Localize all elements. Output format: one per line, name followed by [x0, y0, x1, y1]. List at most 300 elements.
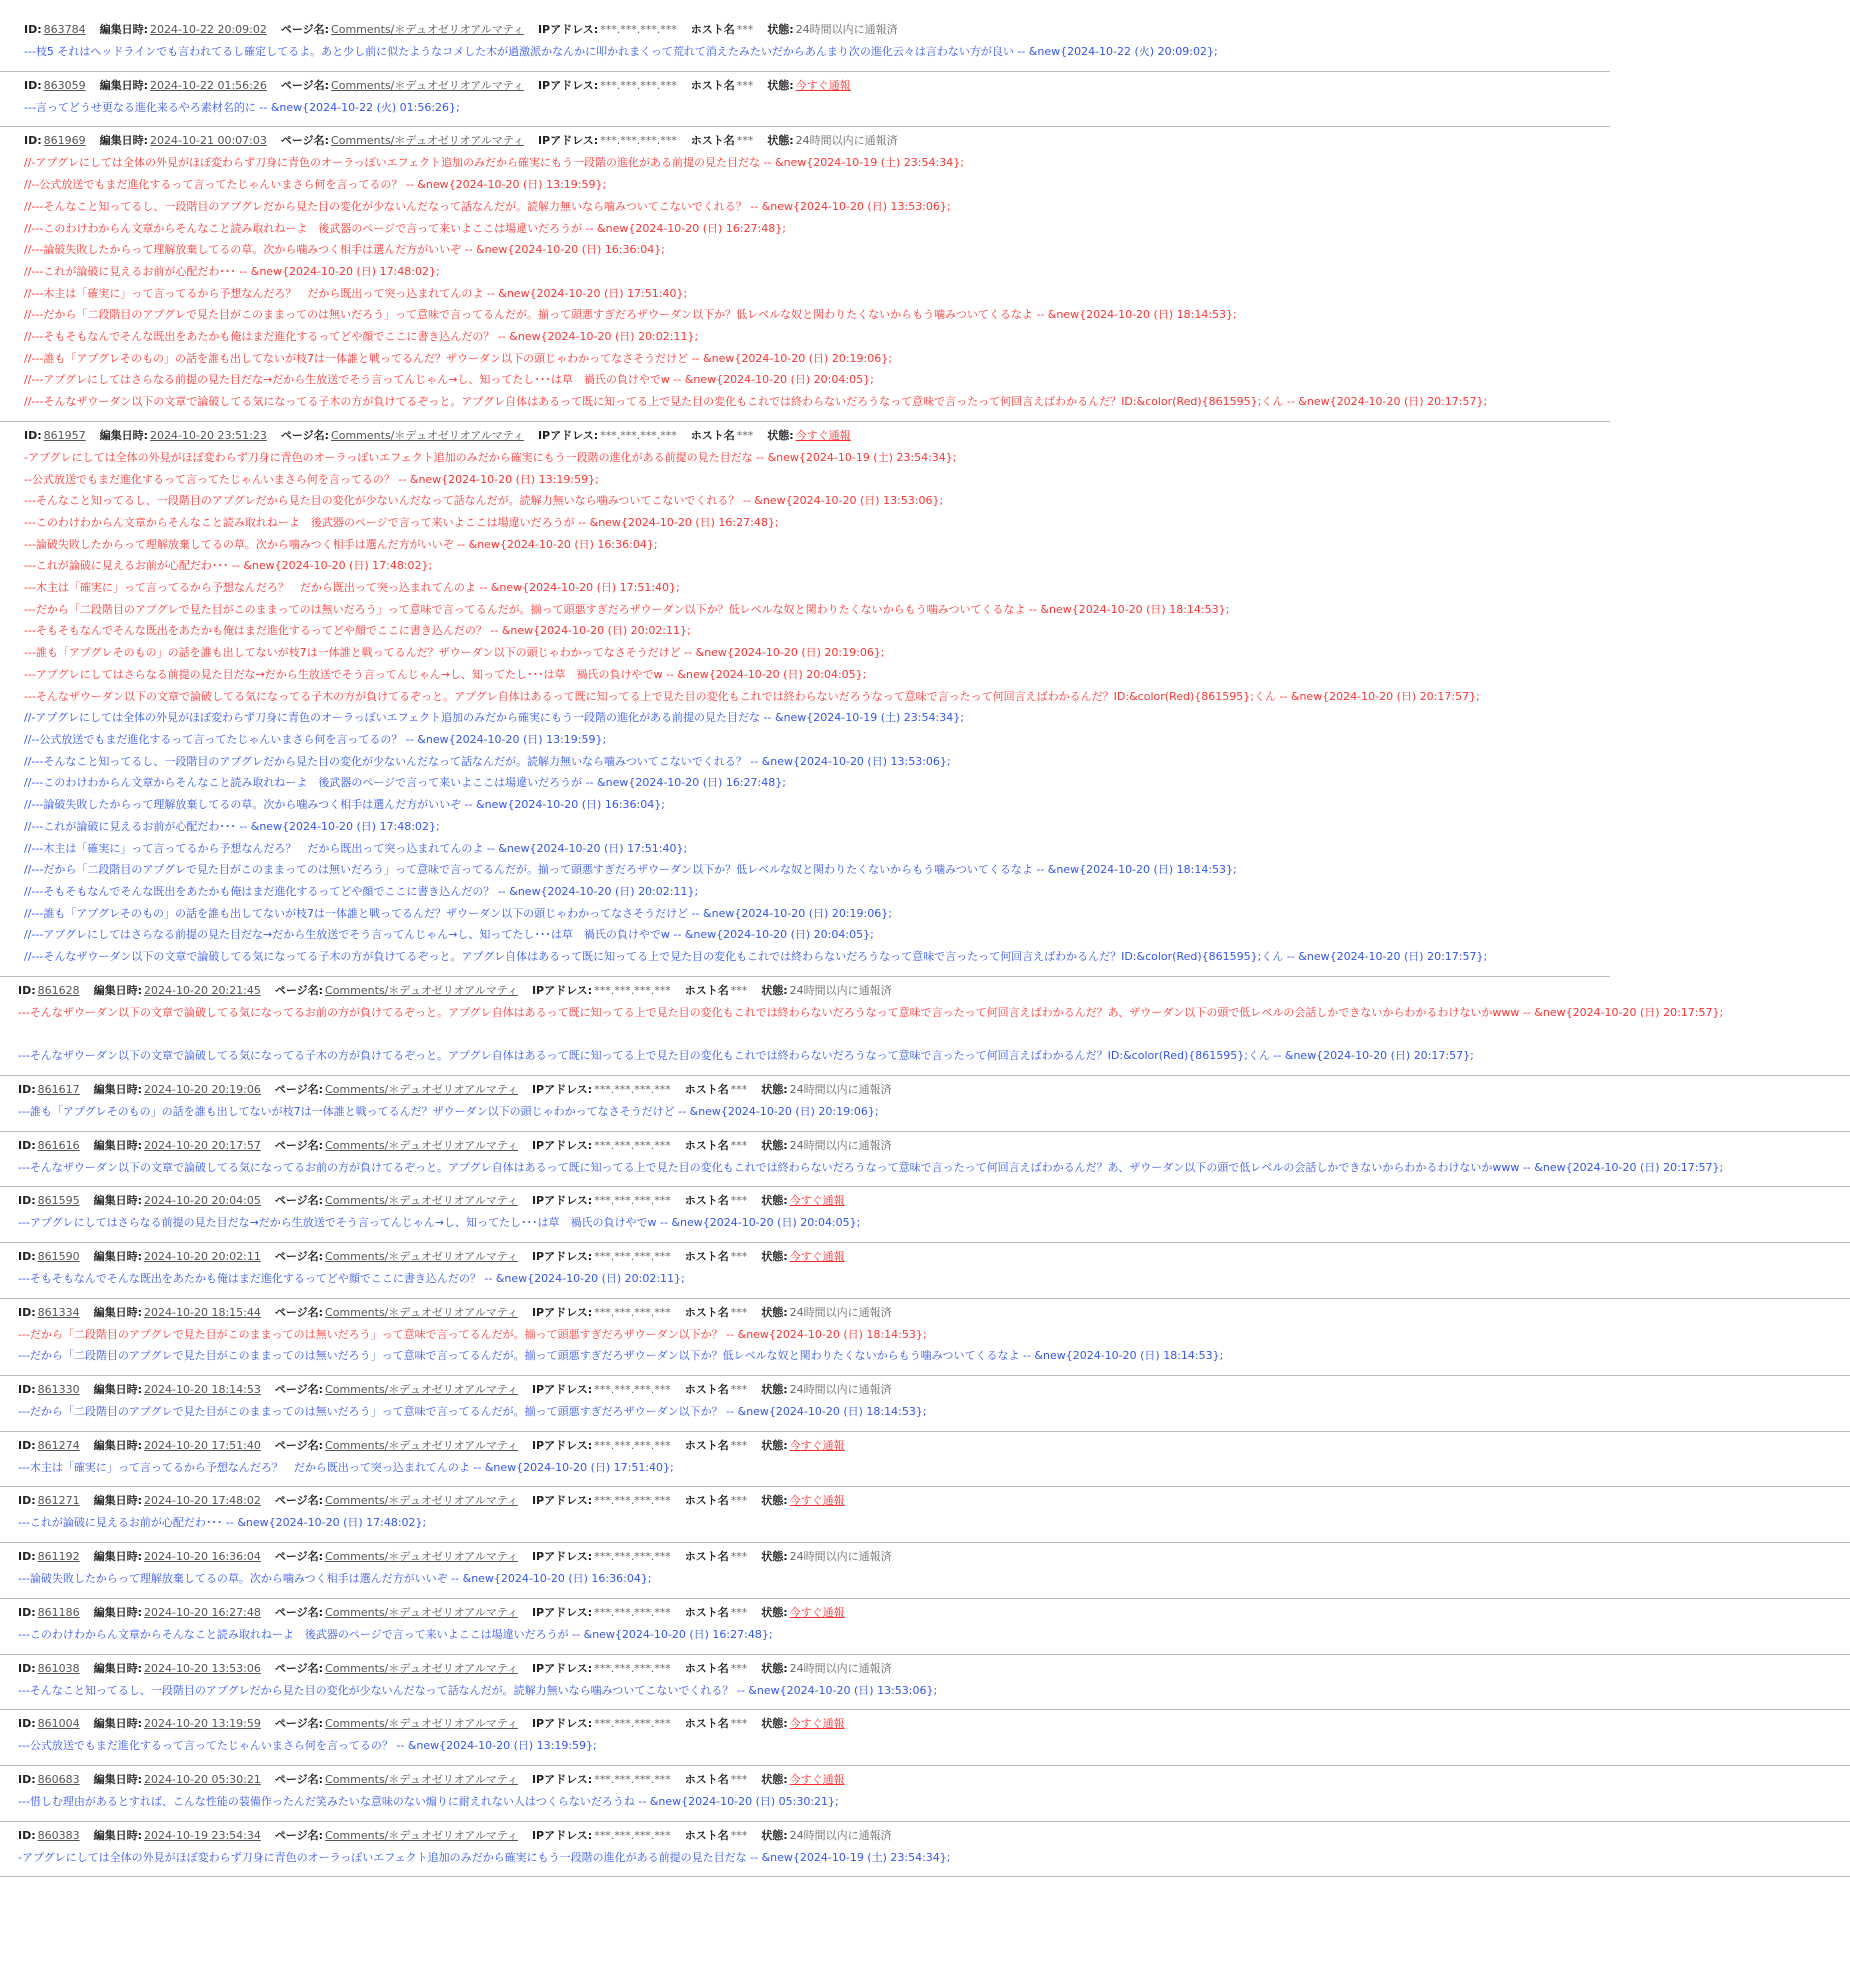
- added-line: ---木主は「確実に」って言ってるから予想なんだろ？ だから既出って突っ込まれてんのよ -- &new{2024-10-20 (日) 17:51:40};: [18, 1460, 674, 1474]
- entry-meta: [0, 1079, 1850, 1101]
- entry-content: [0, 1847, 1850, 1869]
- id-label: ID:: [18, 1661, 36, 1675]
- entry-meta: [0, 1435, 1850, 1457]
- entry-meta: [0, 980, 1850, 1002]
- host-value: ***: [730, 1305, 748, 1319]
- host-value: ***: [730, 1194, 748, 1208]
- entry-meta: [0, 1246, 1850, 1268]
- removed-line: ---アプグレにしてはさらなる前提の見た目だな→だから生放送でそう言ってんじゃん→し、知ってたし･･･は草 禍氏の負けやでw -- &new{2024-10-20 (日) 20:04:05};: [24, 667, 867, 681]
- page-name-link[interactable]: Comments/＊デュオゼリオアルマティ: [325, 1438, 518, 1452]
- edited-label: 編集日時:: [93, 1772, 143, 1786]
- added-line: ---惜しむ理由があるとすれば、こんな性能の装備作ったんだ笑みたいな意味のない煽りに耐えれない人はつくらないだろうね -- &new{2024-10-20 (日) 05:30:21};: [18, 1794, 839, 1808]
- host-value: ***: [730, 1383, 748, 1397]
- entry-content: [0, 1002, 1850, 1067]
- page-name-link[interactable]: Comments/＊デュオゼリオアルマティ: [325, 1082, 518, 1096]
- log-entry: [0, 1299, 1850, 1376]
- added-line: //-アプグレにしては全体の外見がほぼ変わらず刀身に青色のオーラっぽいエフェクト追加のみだから確実にもう一段階の進化がある前提の見た目だな -- &new{2024-10-19 (土) 23:54:34};: [24, 711, 964, 725]
- ip-label: IPアドレス:: [531, 1082, 593, 1096]
- ip-value: ***.***.***.***: [594, 1249, 671, 1263]
- entry-id-link[interactable]: 861334: [37, 1305, 80, 1319]
- edit-date-link[interactable]: 2024-10-20 20:19:06: [144, 1082, 261, 1096]
- report-now-link[interactable]: 今すぐ通報: [789, 1605, 845, 1619]
- id-label: ID:: [18, 1383, 36, 1397]
- entry-meta: [0, 1190, 1850, 1212]
- edit-date-link[interactable]: 2024-10-20 20:04:05: [144, 1194, 261, 1208]
- ip-value: ***.***.***.***: [600, 23, 677, 36]
- page-name-link[interactable]: Comments/＊デュオゼリオアルマティ: [325, 983, 518, 997]
- entry-content: [0, 1401, 1850, 1423]
- ip-value: ***.***.***.***: [594, 1772, 671, 1786]
- page-name-link[interactable]: Comments/＊デュオゼリオアルマティ: [325, 1138, 518, 1152]
- entry-content: [0, 1457, 1850, 1479]
- host-value: ***: [736, 428, 754, 442]
- host-label: ホスト名: [684, 1438, 729, 1452]
- removed-line: ---そんなこと知ってるし、一段階目のアプグレだから見た目の変化が少ないんだなって話なんだが。読解力無いなら噛みついてこないでくれる？ -- &new{2024-10-20 (日) 13:53:06};: [24, 494, 944, 508]
- report-now-link[interactable]: 今すぐ通報: [789, 1438, 845, 1452]
- host-label: ホスト名: [684, 1772, 729, 1786]
- status-reported-text: 24時間以内に通報済: [789, 983, 892, 997]
- status-label: 状態:: [761, 1661, 788, 1675]
- id-label: ID:: [18, 1772, 36, 1786]
- host-label: ホスト名: [684, 1717, 729, 1731]
- id-label: ID:: [18, 1249, 36, 1263]
- log-entry: [0, 1132, 1850, 1188]
- edit-date-link[interactable]: 2024-10-20 17:51:40: [144, 1438, 261, 1452]
- edit-date-link[interactable]: 2024-10-20 23:51:23: [150, 428, 267, 442]
- status-label: 状態:: [767, 23, 794, 36]
- status-label: 状態:: [761, 1605, 788, 1619]
- id-label: ID:: [18, 1717, 36, 1731]
- edit-date-link[interactable]: 2024-10-20 13:19:59: [144, 1717, 261, 1731]
- ip-value: ***.***.***.***: [594, 1082, 671, 1096]
- page-label: ページ名:: [274, 1383, 324, 1397]
- status-label: 状態:: [761, 1438, 788, 1452]
- entry-id-link[interactable]: 860383: [37, 1828, 80, 1842]
- edited-label: 編集日時:: [93, 1383, 143, 1397]
- edit-date-link[interactable]: 2024-10-20 18:14:53: [144, 1383, 261, 1397]
- entry-content: [0, 41, 1610, 63]
- removed-line: //---だから「二段階目のアプグレで見た目がこのままってのは無いだろう」って意味で言ってるんだが。揃って頭悪すぎだろザウーダン以下か？低レベルな奴と関わりたくないからもう噛みついてくるなよ -- &new{2024-10-20 (日) 18:14:53};: [24, 308, 1237, 322]
- added-line: ---そもそもなんでそんな既出をあたかも俺はまだ進化するってどや顔でここに書き込んだの？ -- &new{2024-10-20 (日) 20:02:11};: [18, 1271, 685, 1285]
- added-line: //---これが論破に見えるお前が心配だわ･･･ -- &new{2024-10-20 (日) 17:48:02};: [24, 819, 440, 833]
- status-label: 状態:: [761, 1138, 788, 1152]
- host-label: ホスト名: [684, 1082, 729, 1096]
- log-entry: [0, 1543, 1850, 1599]
- log-entry: [0, 1076, 1850, 1132]
- report-now-link[interactable]: 今すぐ通報: [795, 428, 851, 442]
- page-name-link[interactable]: Comments/＊デュオゼリオアルマティ: [325, 1605, 518, 1619]
- ip-label: IPアドレス:: [531, 1605, 593, 1619]
- entry-id-link[interactable]: 863784: [43, 23, 86, 36]
- edited-label: 編集日時:: [93, 1249, 143, 1263]
- id-label: ID:: [18, 1138, 36, 1152]
- report-now-link[interactable]: 今すぐ通報: [789, 1249, 845, 1263]
- status-label: 状態:: [767, 428, 794, 442]
- id-label: ID:: [24, 428, 42, 442]
- page-name-link[interactable]: Comments/＊デュオゼリオアルマティ: [325, 1550, 518, 1564]
- ip-value: ***.***.***.***: [594, 1194, 671, 1208]
- log-entry: [0, 1187, 1850, 1243]
- page-label: ページ名:: [274, 1494, 324, 1508]
- report-now-link[interactable]: 今すぐ通報: [789, 1772, 845, 1786]
- entry-id-link[interactable]: 861330: [37, 1383, 80, 1397]
- log-entry: [0, 1243, 1850, 1299]
- added-line: //---そんなこと知ってるし、一段階目のアプグレだから見た目の変化が少ないんだなって話なんだが。読解力無いなら噛みついてこないでくれる？ -- &new{2024-10-20 (日) 13:53:06};: [24, 754, 951, 768]
- added-line: //---だから「二段階目のアプグレで見た目がこのままってのは無いだろう」って意味で言ってるんだが。揃って頭悪すぎだろザウーダン以下か？低レベルな奴と関わりたくないからもう噛みついてくるなよ -- &new{2024-10-20 (日) 18:14:53};: [24, 863, 1237, 877]
- removed-line: //-アプグレにしては全体の外見がほぼ変わらず刀身に青色のオーラっぽいエフェクト追加のみだから確実にもう一段階の進化がある前提の見た目だな -- &new{2024-10-19 (土) 23:54:34};: [24, 156, 964, 170]
- edited-label: 編集日時:: [93, 1550, 143, 1564]
- id-label: ID:: [18, 1494, 36, 1508]
- entry-id-link[interactable]: 861192: [37, 1550, 80, 1564]
- page-name-link[interactable]: Comments/＊デュオゼリオアルマティ: [325, 1249, 518, 1263]
- id-label: ID:: [24, 78, 42, 92]
- ip-value: ***.***.***.***: [600, 78, 677, 92]
- host-label: ホスト名: [684, 983, 729, 997]
- entry-id-link[interactable]: 860683: [37, 1772, 80, 1786]
- removed-line: ---だから「二段階目のアプグレで見た目がこのままってのは無いだろう」って意味で言ってるんだが。揃って頭悪すぎだろザウーダン以下か？低レベルな奴と関わりたくないからもう噛みついてくるなよ -- &new{2024-10-20 (日) 18:14:53};: [24, 602, 1230, 616]
- ip-label: IPアドレス:: [531, 1828, 593, 1842]
- host-label: ホスト名: [684, 1605, 729, 1619]
- status-label: 状態:: [761, 1249, 788, 1263]
- added-line: //---誰も「アプグレそのもの」の話を誰も出してないが枝7は一体誰と戦ってるんだ？ザウーダン以下の頭じゃわかってなさそうだけど -- &new{2024-10-20 (日) 20:19:06};: [24, 906, 892, 920]
- entry-id-link[interactable]: 861617: [37, 1082, 80, 1096]
- page-label: ページ名:: [274, 1138, 324, 1152]
- ip-value: ***.***.***.***: [594, 1828, 671, 1842]
- ip-label: IPアドレス:: [537, 134, 599, 148]
- host-label: ホスト名: [684, 1194, 729, 1208]
- page-name-link[interactable]: Comments/＊デュオゼリオアルマティ: [325, 1494, 518, 1508]
- log-entry: [0, 1766, 1850, 1822]
- host-value: ***: [730, 1550, 748, 1564]
- id-label: ID:: [18, 983, 36, 997]
- host-label: ホスト名: [684, 1138, 729, 1152]
- page-name-link[interactable]: Comments/＊デュオゼリオアルマティ: [325, 1383, 518, 1397]
- entry-id-link[interactable]: 861271: [37, 1494, 80, 1508]
- id-label: ID:: [18, 1828, 36, 1842]
- removed-line: //---論破失敗したからって理解放棄してるの草。次から噛みつく相手は選んだ方がいいぞ -- &new{2024-10-20 (日) 16:36:04};: [24, 243, 665, 257]
- page-label: ページ名:: [274, 983, 324, 997]
- added-line: //---そもそもなんでそんな既出をあたかも俺はまだ進化するってどや顔でここに書き込んだの？ -- &new{2024-10-20 (日) 20:02:11};: [24, 884, 699, 898]
- removed-line: //---木主は「確実に」って言ってるから予想なんだろ？ だから既出って突っ込まれてんのよ -- &new{2024-10-20 (日) 17:51:40};: [24, 286, 688, 300]
- edit-date-link[interactable]: 2024-10-22 20:09:02: [150, 23, 267, 36]
- edit-date-link[interactable]: 2024-10-20 05:30:21: [144, 1772, 261, 1786]
- log-entry: [0, 16, 1610, 72]
- page-label: ページ名:: [274, 1717, 324, 1731]
- id-label: ID:: [24, 134, 42, 148]
- edit-date-link[interactable]: 2024-10-20 20:17:57: [144, 1138, 261, 1152]
- id-label: ID:: [18, 1305, 36, 1319]
- entry-id-link[interactable]: 863059: [43, 78, 86, 92]
- id-label: ID:: [18, 1082, 36, 1096]
- page-label: ページ名:: [274, 1194, 324, 1208]
- report-now-link[interactable]: 今すぐ通報: [789, 1717, 845, 1731]
- page-label: ページ名:: [280, 134, 330, 148]
- removed-line: ---これが論破に見えるお前が心配だわ･･･ -- &new{2024-10-20 (日) 17:48:02};: [24, 559, 433, 573]
- entry-content: [0, 1324, 1850, 1367]
- edit-date-link[interactable]: 2024-10-19 23:54:34: [144, 1828, 261, 1842]
- page-name-link[interactable]: Comments/＊デュオゼリオアルマティ: [325, 1194, 518, 1208]
- log-entry: [0, 977, 1850, 1076]
- status-label: 状態:: [761, 1194, 788, 1208]
- ip-value: ***.***.***.***: [600, 428, 677, 442]
- edited-label: 編集日時:: [93, 1194, 143, 1208]
- page-name-link[interactable]: Comments/＊デュオゼリオアルマティ: [325, 1305, 518, 1319]
- entry-content: [0, 152, 1610, 412]
- status-label: 状態:: [767, 134, 794, 148]
- page-name-link[interactable]: Comments/＊デュオゼリオアルマティ: [325, 1717, 518, 1731]
- edited-label: 編集日時:: [99, 134, 149, 148]
- ip-value: ***.***.***.***: [594, 1717, 671, 1731]
- entry-id-link[interactable]: 861616: [37, 1138, 80, 1152]
- entry-id-link[interactable]: 861274: [37, 1438, 80, 1452]
- entry-meta: [0, 1490, 1850, 1512]
- entry-content: [0, 1101, 1850, 1123]
- removed-line: //---そもそもなんでそんな既出をあたかも俺はまだ進化するってどや顔でここに書き込んだの？ -- &new{2024-10-20 (日) 20:02:11};: [24, 330, 699, 344]
- ip-value: ***.***.***.***: [594, 1305, 671, 1319]
- status-label: 状態:: [761, 1772, 788, 1786]
- added-line: ---そんなこと知ってるし、一段階目のアプグレだから見た目の変化が少ないんだなって話なんだが。読解力無いなら噛みついてこないでくれる？ -- &new{2024-10-20 (日) 13:53:06};: [18, 1683, 938, 1697]
- added-line: //---このわけわからん文章からそんなこと読み取れねーよ 後武器のページで言って来いよここは場違いだろうが -- &new{2024-10-20 (日) 16:27:48};: [24, 776, 786, 790]
- status-label: 状態:: [761, 1305, 788, 1319]
- page-name-link[interactable]: Comments/＊デュオゼリオアルマティ: [331, 78, 524, 92]
- id-label: ID:: [18, 1438, 36, 1452]
- entry-meta: [0, 19, 1610, 41]
- edit-date-link[interactable]: 2024-10-20 13:53:06: [144, 1661, 261, 1675]
- page-name-link[interactable]: Comments/＊デュオゼリオアルマティ: [325, 1772, 518, 1786]
- page-name-link[interactable]: Comments/＊デュオゼリオアルマティ: [331, 428, 524, 442]
- host-value: ***: [730, 1661, 748, 1675]
- host-label: ホスト名: [690, 23, 735, 36]
- ip-label: IPアドレス:: [531, 1194, 593, 1208]
- host-value: ***: [730, 1605, 748, 1619]
- edited-label: 編集日時:: [93, 1828, 143, 1842]
- edited-label: 編集日時:: [93, 1605, 143, 1619]
- ip-value: ***.***.***.***: [600, 134, 677, 148]
- removed-line: ---だから「二段階目のアプグレで見た目がこのままってのは無いだろう」って意味で言ってるんだが。揃って頭悪すぎだろザウーダン以下か？ -- &new{2024-10-20 (日) 18:14:53};: [18, 1327, 927, 1341]
- page-name-link[interactable]: Comments/＊デュオゼリオアルマティ: [331, 134, 524, 148]
- edited-label: 編集日時:: [99, 78, 149, 92]
- log-entry: [0, 72, 1610, 128]
- added-line: ---言ってどうせ更なる進化来るやろ素材名的に -- &new{2024-10-22 (火) 01:56:26};: [24, 100, 460, 114]
- page-label: ページ名:: [274, 1828, 324, 1842]
- host-value: ***: [730, 1249, 748, 1263]
- entry-meta: [0, 1713, 1850, 1735]
- edited-label: 編集日時:: [93, 1138, 143, 1152]
- ip-value: ***.***.***.***: [594, 1494, 671, 1508]
- added-line: //---アプグレにしてはさらなる前提の見た目だな→だから生放送でそう言ってんじゃん→し、知ってたし･･･は草 禍氏の負けやでw -- &new{2024-10-20 (日) 20:04:05};: [24, 928, 874, 942]
- log-entry: [0, 1599, 1850, 1655]
- status-label: 状態:: [767, 78, 794, 92]
- log-entry: [0, 1376, 1850, 1432]
- host-value: ***: [730, 1772, 748, 1786]
- entry-content: [0, 1268, 1850, 1290]
- page-label: ページ名:: [274, 1550, 324, 1564]
- removed-line: //---そんなザウーダン以下の文章で論破してる気になってる子木の方が負けてるぞっと。アプグレ自体はあるって既に知ってる上で見た目の変化もこれでは終わらないだろうなって意味で言ったって何回言えばわかるんだ？ID:&color(Red){861595};くん -- &new{2024-10-20 (日) 20:17:57};: [24, 395, 1488, 409]
- report-now-link[interactable]: 今すぐ通報: [789, 1194, 845, 1208]
- ip-label: IPアドレス:: [531, 1550, 593, 1564]
- entry-id-link[interactable]: 861186: [37, 1605, 80, 1619]
- ip-value: ***.***.***.***: [594, 1661, 671, 1675]
- removed-line: -アプグレにしては全体の外見がほぼ変わらず刀身に青色のオーラっぽいエフェクト追加のみだから確実にもう一段階の進化がある前提の見た目だな -- &new{2024-10-19 (土) 23:54:34};: [24, 450, 957, 464]
- removed-line: ---誰も「アプグレそのもの」の話を誰も出してないが枝7は一体誰と戦ってるんだ？ザウーダン以下の頭じゃわかってなさそうだけど -- &new{2024-10-20 (日) 20:19:06};: [24, 646, 885, 660]
- added-line: ---だから「二段階目のアプグレで見た目がこのままってのは無いだろう」って意味で言ってるんだが。揃って頭悪すぎだろザウーダン以下か？低レベルな奴と関わりたくないからもう噛みついてくるなよ -- &new{2024-10-20 (日) 18:14:53};: [18, 1349, 1224, 1363]
- status-reported-text: 24時間以内に通報済: [789, 1828, 892, 1842]
- status-label: 状態:: [761, 1383, 788, 1397]
- log-entry: [0, 1487, 1850, 1543]
- entry-id-link[interactable]: 861590: [37, 1249, 80, 1263]
- entry-content: [0, 97, 1610, 119]
- entry-id-link[interactable]: 861595: [37, 1194, 80, 1208]
- edited-label: 編集日時:: [93, 1494, 143, 1508]
- status-label: 状態:: [761, 1082, 788, 1096]
- page-name-link[interactable]: Comments/＊デュオゼリオアルマティ: [325, 1661, 518, 1675]
- ip-label: IPアドレス:: [537, 428, 599, 442]
- id-label: ID:: [24, 23, 42, 36]
- status-reported-text: 24時間以内に通報済: [789, 1383, 892, 1397]
- page-name-link[interactable]: Comments/＊デュオゼリオアルマティ: [325, 1828, 518, 1842]
- ip-label: IPアドレス:: [531, 1494, 593, 1508]
- page-label: ページ名:: [274, 1438, 324, 1452]
- log-entry: [0, 1655, 1850, 1711]
- host-label: ホスト名: [684, 1661, 729, 1675]
- ip-label: IPアドレス:: [531, 1383, 593, 1397]
- removed-line: ---論破失敗したからって理解放棄してるの草。次から噛みつく相手は選んだ方がいいぞ -- &new{2024-10-20 (日) 16:36:04};: [24, 537, 658, 551]
- ip-label: IPアドレス:: [531, 1772, 593, 1786]
- page-label: ページ名:: [274, 1249, 324, 1263]
- edit-date-link[interactable]: 2024-10-20 20:02:11: [144, 1249, 261, 1263]
- entry-content: [0, 1568, 1850, 1590]
- host-value: ***: [736, 78, 754, 92]
- report-now-link[interactable]: 今すぐ通報: [789, 1494, 845, 1508]
- removed-line: //---そんなこと知ってるし、一段階目のアプグレだから見た目の変化が少ないんだなって話なんだが。読解力無いなら噛みついてこないでくれる？ -- &new{2024-10-20 (日) 13:53:06};: [24, 199, 951, 213]
- added-line: //--公式放送でもまだ進化するって言ってたじゃんいまさら何を言ってるの？ -- &new{2024-10-20 (日) 13:19:59};: [24, 732, 607, 746]
- host-value: ***: [736, 23, 754, 36]
- edit-date-link[interactable]: 2024-10-20 17:48:02: [144, 1494, 261, 1508]
- ip-label: IPアドレス:: [531, 1438, 593, 1452]
- removed-line: //--公式放送でもまだ進化するって言ってたじゃんいまさら何を言ってるの？ -- &new{2024-10-20 (日) 13:19:59};: [24, 178, 607, 192]
- entry-meta: [0, 1602, 1850, 1624]
- host-value: ***: [730, 1138, 748, 1152]
- host-label: ホスト名: [684, 1383, 729, 1397]
- status-reported-text: 24時間以内に通報済: [789, 1082, 892, 1096]
- edited-label: 編集日時:: [93, 983, 143, 997]
- removed-line: ---そんなザウーダン以下の文章で論破してる気になってるお前の方が負けてるぞっと。アプグレ自体はあるって既に知ってる上で見た目の変化もこれでは終わらないだろうなって意味で言ったって何回言えばわかるんだ？あ、ザウーダン以下の頭で低レベルの会話しかできないからわかるわけないかwww -- &new{2024-10-20 (日) 20:17:57};: [18, 1005, 1724, 1019]
- added-line: ---そんなザウーダン以下の文章で論破してる気になってる子木の方が負けてるぞっと。アプグレ自体はあるって既に知ってる上で見た目の変化もこれでは終わらないだろうなって意味で言ったって何回言えばわかるんだ？ID:&color(Red){861595};くん -- &new{2024-10-20 (日) 20:17:57};: [18, 1049, 1474, 1063]
- entry-id-link[interactable]: 861004: [37, 1717, 80, 1731]
- status-reported-text: 24時間以内に通報済: [789, 1550, 892, 1564]
- edited-label: 編集日時:: [99, 23, 149, 36]
- host-label: ホスト名: [684, 1828, 729, 1842]
- blank-line: [18, 1023, 1850, 1045]
- host-label: ホスト名: [690, 428, 735, 442]
- page-label: ページ名:: [274, 1082, 324, 1096]
- added-line: ---これが論破に見えるお前が心配だわ･･･ -- &new{2024-10-20 (日) 17:48:02};: [18, 1516, 427, 1530]
- ip-label: IPアドレス:: [531, 1717, 593, 1731]
- entry-id-link[interactable]: 861957: [43, 428, 86, 442]
- entry-meta: [0, 1302, 1850, 1324]
- ip-value: ***.***.***.***: [594, 1550, 671, 1564]
- edited-label: 編集日時:: [99, 428, 149, 442]
- added-line: ---論破失敗したからって理解放棄してるの草。次から噛みつく相手は選んだ方がいいぞ -- &new{2024-10-20 (日) 16:36:04};: [18, 1572, 652, 1586]
- page-name-link[interactable]: Comments/＊デュオゼリオアルマティ: [331, 23, 524, 36]
- ip-value: ***.***.***.***: [594, 1438, 671, 1452]
- edited-label: 編集日時:: [93, 1717, 143, 1731]
- entry-meta: [0, 1379, 1850, 1401]
- added-line: ---誰も「アプグレそのもの」の話を誰も出してないが枝7は一体誰と戦ってるんだ？ザウーダン以下の頭じゃわかってなさそうだけど -- &new{2024-10-20 (日) 20:19:06};: [18, 1104, 879, 1118]
- ip-label: IPアドレス:: [537, 78, 599, 92]
- page-label: ページ名:: [274, 1661, 324, 1675]
- added-line: ---そんなザウーダン以下の文章で論破してる気になってるお前の方が負けてるぞっと。アプグレ自体はあるって既に知ってる上で見た目の変化もこれでは終わらないだろうなって意味で言ったって何回言えばわかるんだ？あ、ザウーダン以下の頭で低レベルの会話しかできないからわかるわけないかwww -- &new{2024-10-20 (日) 20:17:57};: [18, 1160, 1724, 1174]
- added-line: ---だから「二段階目のアプグレで見た目がこのままってのは無いだろう」って意味で言ってるんだが。揃って頭悪すぎだろザウーダン以下か？ -- &new{2024-10-20 (日) 18:14:53};: [18, 1405, 927, 1419]
- edited-label: 編集日時:: [93, 1082, 143, 1096]
- added-line: -アプグレにしては全体の外見がほぼ変わらず刀身に青色のオーラっぽいエフェクト追加のみだから確実にもう一段階の進化がある前提の見た目だな -- &new{2024-10-19 (土) 23:54:34};: [18, 1850, 951, 1864]
- id-label: ID:: [18, 1605, 36, 1619]
- edited-label: 編集日時:: [93, 1438, 143, 1452]
- entry-id-link[interactable]: 861038: [37, 1661, 80, 1675]
- removed-line: ---そもそもなんでそんな既出をあたかも俺はまだ進化するってどや顔でここに書き込んだの？ -- &new{2024-10-20 (日) 20:02:11};: [24, 624, 691, 638]
- added-line: ---枝5 それはヘッドラインでも言われてるし確定してるよ。あと少し前に似たようなコメした木が過激派かなんかに叩かれまくって荒れて消えたみたいだからあんまり次の進化云々は言わない方が良い -- &new{2024-10-22 (火) 20:09:02};: [24, 45, 1218, 58]
- status-reported-text: 24時間以内に通報済: [795, 23, 898, 36]
- edit-date-link[interactable]: 2024-10-21 00:07:03: [150, 134, 267, 148]
- page-label: ページ名:: [274, 1605, 324, 1619]
- ip-value: ***.***.***.***: [594, 1605, 671, 1619]
- edit-date-link[interactable]: 2024-10-22 01:56:26: [150, 78, 267, 92]
- added-line: //---論破失敗したからって理解放棄してるの草。次から噛みつく相手は選んだ方がいいぞ -- &new{2024-10-20 (日) 16:36:04};: [24, 798, 665, 812]
- entry-meta: [0, 130, 1610, 152]
- entry-id-link[interactable]: 861969: [43, 134, 86, 148]
- ip-label: IPアドレス:: [537, 23, 599, 36]
- host-label: ホスト名: [690, 134, 735, 148]
- entry-meta: [0, 1135, 1850, 1157]
- status-reported-text: 24時間以内に通報済: [789, 1305, 892, 1319]
- page-label: ページ名:: [274, 1305, 324, 1319]
- edited-label: 編集日時:: [93, 1661, 143, 1675]
- id-label: ID:: [18, 1550, 36, 1564]
- entry-content: [0, 1791, 1850, 1813]
- entry-id-link[interactable]: 861628: [37, 983, 80, 997]
- page-label: ページ名:: [280, 78, 330, 92]
- added-line: ---このわけわからん文章からそんなこと読み取れねーよ 後武器のページで言って来いよここは場違いだろうが -- &new{2024-10-20 (日) 16:27:48};: [18, 1627, 773, 1641]
- removed-line: --公式放送でもまだ進化するって言ってたじゃんいまさら何を言ってるの？ -- &new{2024-10-20 (日) 13:19:59};: [24, 472, 599, 486]
- log-entry: [0, 1822, 1850, 1878]
- entry-content: [0, 1512, 1850, 1534]
- page-label: ページ名:: [280, 428, 330, 442]
- edit-date-link[interactable]: 2024-10-20 20:21:45: [144, 983, 261, 997]
- added-line: //---木主は「確実に」って言ってるから予想なんだろ？ だから既出って突っ込まれてんのよ -- &new{2024-10-20 (日) 17:51:40};: [24, 841, 688, 855]
- entry-meta: [0, 1658, 1850, 1680]
- entry-meta: [0, 75, 1610, 97]
- status-label: 状態:: [761, 1717, 788, 1731]
- edit-date-link[interactable]: 2024-10-20 16:27:48: [144, 1605, 261, 1619]
- removed-line: ---そんなザウーダン以下の文章で論破してる気になってる子木の方が負けてるぞっと。アプグレ自体はあるって既に知ってる上で見た目の変化もこれでは終わらないだろうなって意味で言ったって何回言えばわかるんだ？ID:&color(Red){861595};くん -- &new{2024-10-20 (日) 20:17:57};: [24, 689, 1480, 703]
- ip-value: ***.***.***.***: [594, 1383, 671, 1397]
- removed-line: //---誰も「アプグレそのもの」の話を誰も出してないが枝7は一体誰と戦ってるんだ？ザウーダン以下の頭じゃわかってなさそうだけど -- &new{2024-10-20 (日) 20:19:06};: [24, 351, 892, 365]
- edit-date-link[interactable]: 2024-10-20 16:36:04: [144, 1550, 261, 1564]
- entry-content: [0, 447, 1610, 968]
- edited-label: 編集日時:: [93, 1305, 143, 1319]
- removed-line: ---木主は「確実に」って言ってるから予想なんだろ？ だから既出って突っ込まれてんのよ -- &new{2024-10-20 (日) 17:51:40};: [24, 581, 680, 595]
- report-now-link[interactable]: 今すぐ通報: [795, 78, 851, 92]
- host-label: ホスト名: [684, 1550, 729, 1564]
- host-value: ***: [730, 1438, 748, 1452]
- status-label: 状態:: [761, 983, 788, 997]
- log-entry: [0, 422, 1610, 977]
- status-reported-text: 24時間以内に通報済: [795, 134, 898, 148]
- entry-meta: [0, 1546, 1850, 1568]
- edit-date-link[interactable]: 2024-10-20 18:15:44: [144, 1305, 261, 1319]
- entry-content: [0, 1680, 1850, 1702]
- status-label: 状態:: [761, 1550, 788, 1564]
